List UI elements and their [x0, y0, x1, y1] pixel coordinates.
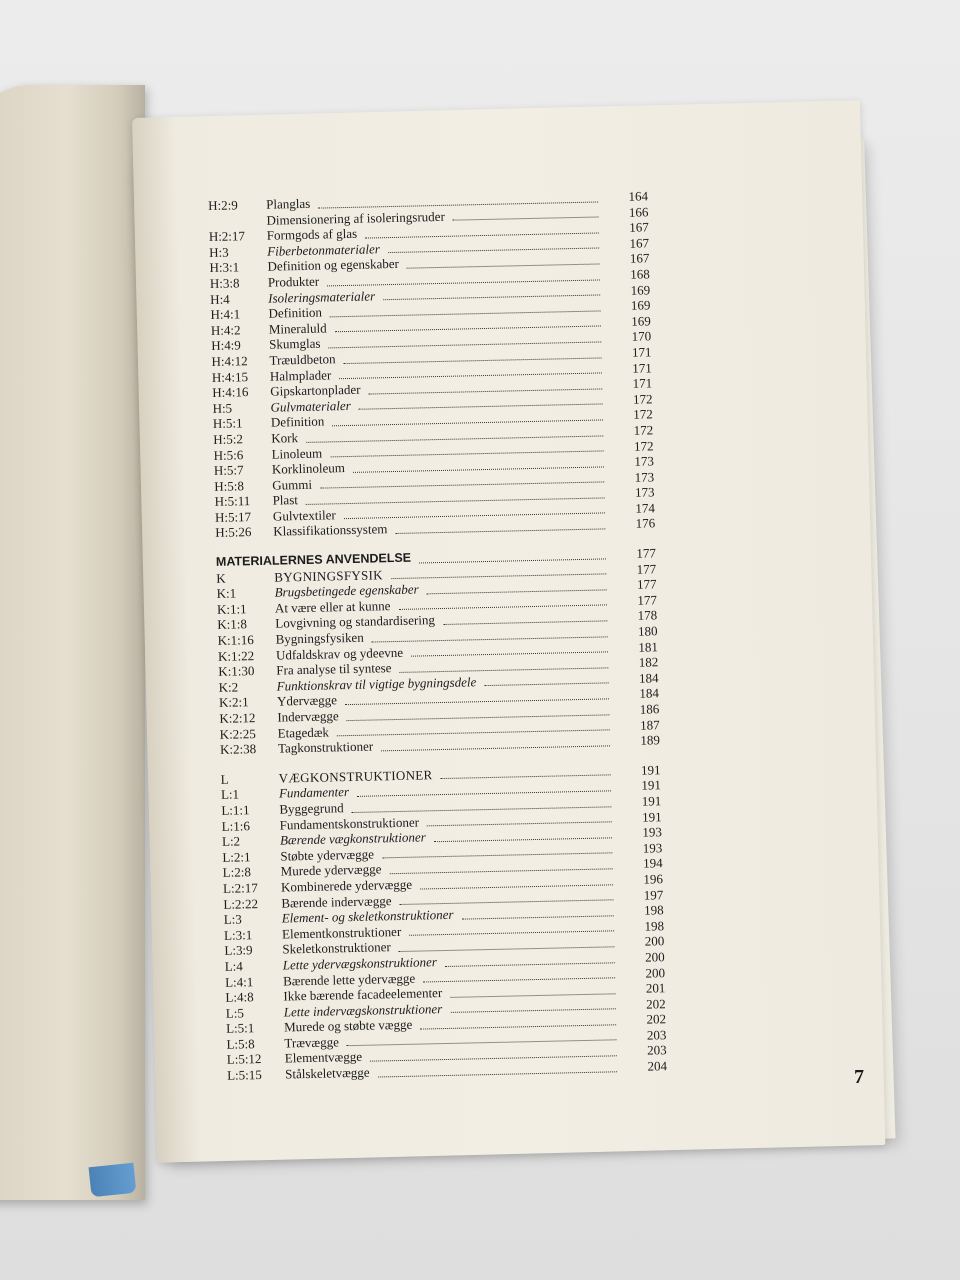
toc-page: 173 — [634, 469, 655, 485]
toc-page: 177 — [636, 576, 657, 592]
toc-code: H:4:9 — [211, 337, 242, 354]
toc-page: 200 — [644, 949, 665, 965]
toc-code: L:2:8 — [222, 864, 252, 881]
toc-label: Ikke bærende facadeelementer — [283, 985, 443, 1004]
toc-code: K:1:16 — [217, 632, 254, 648]
toc-page: 178 — [637, 607, 658, 624]
toc-label: Tagkonstruktioner — [277, 738, 374, 756]
toc-page: 170 — [631, 328, 652, 345]
toc-code: H:4 — [210, 291, 230, 307]
toc-code: L:4 — [224, 958, 243, 974]
toc-code: L:1 — [220, 786, 240, 803]
toc-code: L:5:12 — [226, 1051, 262, 1068]
toc-label: Fra analyse til syntese — [276, 660, 392, 678]
toc-label: Kombinerede ydervægge — [280, 876, 413, 895]
toc-label: Fundamentskonstruktioner — [279, 814, 420, 833]
toc-page: 172 — [633, 437, 654, 454]
toc-code: L:1:1 — [221, 802, 250, 818]
toc-label: Planglas — [265, 195, 311, 212]
toc-page: 166 — [628, 203, 649, 220]
toc-code: L:5:8 — [226, 1036, 255, 1052]
toc-label: Indervægge — [277, 708, 339, 725]
page-number: 7 — [854, 1066, 864, 1088]
toc-code: H:4:16 — [212, 384, 249, 401]
toc-label: Formgods af glas — [266, 225, 358, 243]
toc-label: Lette ydervægskonstruktioner — [282, 954, 438, 973]
toc-code: L:1:6 — [221, 817, 251, 834]
toc-page: 198 — [644, 917, 665, 934]
toc-page: 167 — [629, 219, 649, 236]
toc-code: K:2:25 — [219, 725, 256, 742]
toc-page: 177 — [637, 592, 658, 608]
toc-label: Linoleum — [271, 445, 323, 462]
toc-code: L:4:8 — [225, 989, 254, 1005]
toc-label: Definition — [270, 413, 325, 430]
toc-page: 191 — [641, 808, 662, 825]
toc-label: Bærende lette ydervægge — [282, 970, 416, 989]
toc-label: Klassifikationssystem — [273, 521, 388, 540]
toc-page: 200 — [645, 964, 666, 981]
toc-label: Stålskeletvægge — [284, 1064, 370, 1082]
toc-label: Fiberbetonmaterialer — [267, 241, 380, 259]
toc-label: Definition — [268, 304, 323, 321]
toc-page: 167 — [629, 235, 650, 251]
toc-label: Kork — [271, 430, 299, 446]
toc-page: 196 — [643, 871, 664, 887]
toc-code: H:4:1 — [210, 306, 241, 323]
toc-page: 191 — [641, 793, 662, 809]
toc-label: Gipskartonplader — [270, 381, 361, 399]
toc-leader-dots — [381, 730, 610, 752]
toc-code: H:2:9 — [208, 197, 238, 213]
toc-code: K:1:22 — [217, 647, 255, 664]
toc-page: 172 — [633, 422, 654, 438]
toc-page: 172 — [633, 406, 653, 423]
toc-label: Etagedæk — [277, 724, 330, 741]
toc-code: H:4:15 — [211, 368, 249, 385]
toc-label: Gulvtextiler — [272, 507, 336, 524]
toc-page: 204 — [647, 1058, 668, 1074]
toc-label: Dimensionering af isoleringsruder — [266, 208, 445, 228]
toc-code: K:1:30 — [218, 663, 255, 680]
toc-code: H:3:1 — [209, 259, 240, 276]
toc-page: 169 — [630, 281, 651, 298]
toc-label: BYGNINGSFYSIK — [274, 566, 384, 585]
toc-page: 202 — [646, 995, 666, 1012]
toc-label: Fundamenter — [278, 784, 350, 801]
toc-code: L:3:1 — [223, 926, 253, 943]
toc-page: 202 — [646, 1011, 667, 1027]
toc-page: 191 — [640, 762, 661, 778]
toc-code: K:2:12 — [219, 710, 256, 726]
toc-code: K:2 — [218, 679, 239, 695]
toc-code: K:1 — [216, 585, 237, 602]
toc-code: L:5:15 — [226, 1067, 262, 1083]
toc-code: K:1:1 — [216, 601, 247, 617]
toc-label: Lovgivning og standardisering — [275, 612, 436, 632]
toc-page: 184 — [638, 670, 659, 686]
toc-page: 169 — [630, 297, 651, 313]
toc-page: 171 — [632, 375, 653, 391]
toc-label: Lette indervægskonstruktioner — [283, 1000, 443, 1020]
toc-page: 177 — [636, 545, 657, 561]
toc-page: 172 — [632, 391, 653, 407]
toc-label: Element- og skeletkonstruktioner — [281, 906, 454, 926]
toc-code: L:2:1 — [222, 848, 251, 865]
toc-page: 171 — [632, 359, 652, 376]
toc-code: H:5:8 — [214, 477, 245, 494]
toc-label: Skumglas — [269, 335, 321, 353]
toc-code: K:2:38 — [219, 741, 257, 758]
toc-label: MATERIALERNES ANVENDELSE — [215, 550, 412, 569]
toc-leader-dots — [395, 513, 605, 534]
toc-code — [208, 212, 266, 213]
toc-code: K:2:1 — [218, 694, 249, 711]
toc-label: Produkter — [267, 273, 320, 290]
toc-page: 203 — [647, 1042, 667, 1059]
toc-label: Træuldbeton — [269, 351, 336, 368]
toc-code: H:4:12 — [211, 353, 248, 369]
table-of-contents — [208, 188, 667, 1083]
toc-page: 193 — [642, 824, 663, 840]
toc-code: L — [220, 771, 229, 787]
toc-code: L:2 — [221, 833, 241, 850]
toc-code: L:5:1 — [225, 1020, 255, 1037]
toc-page: 184 — [639, 685, 660, 702]
toc-code: H:5:6 — [213, 446, 244, 463]
toc-label: At være eller at kunne — [274, 597, 391, 616]
toc-code: H:5:1 — [212, 415, 243, 432]
toc-page: 173 — [634, 453, 655, 469]
toc-label: Mineraluld — [268, 320, 327, 337]
toc-label: Korklinoleum — [271, 460, 346, 477]
toc-code: L:2:17 — [222, 880, 258, 896]
toc-code: H:5:11 — [214, 493, 251, 510]
toc-page: 182 — [638, 654, 659, 670]
toc-code: H:5:7 — [213, 462, 244, 479]
toc-label: VÆGKONSTRUKTIONER — [278, 767, 433, 786]
toc-page: 176 — [635, 515, 656, 532]
toc-code: L:5 — [225, 1005, 245, 1021]
toc-page: 191 — [641, 777, 662, 794]
toc-page: 167 — [629, 250, 650, 267]
toc-label: Elementkonstruktioner — [281, 923, 402, 942]
toc-page: 171 — [631, 344, 652, 360]
toc-page: 168 — [630, 266, 650, 282]
toc-page: 186 — [639, 701, 660, 717]
toc-code: H:4:2 — [210, 322, 241, 338]
toc-code: H:5 — [212, 400, 233, 416]
toc-label: Halmplader — [269, 366, 332, 384]
toc-label: Isoleringsmaterialer — [268, 287, 376, 306]
toc-page: 180 — [637, 623, 658, 639]
toc-label: Gulvmaterialer — [270, 397, 351, 415]
toc-code: K:1:8 — [217, 616, 248, 633]
toc-label: Bærende vægkonstruktioner — [279, 829, 426, 848]
toc-label: Funktionskrav til vigtige bygningsdele — [276, 674, 477, 694]
toc-label: Elementvægge — [284, 1049, 363, 1066]
toc-page: 201 — [645, 980, 666, 996]
toc-page: 177 — [636, 560, 657, 577]
toc-page: 189 — [640, 732, 661, 748]
toc-page: 169 — [631, 313, 651, 329]
toc-code: L:4:1 — [224, 973, 254, 990]
toc-code: H:2:17 — [208, 228, 246, 245]
toc-page: 187 — [639, 716, 660, 733]
toc-label: Bygningsfysiken — [275, 629, 364, 647]
toc-label: Skeletkonstruktioner — [282, 939, 391, 957]
toc-label: Bærende indervægge — [281, 892, 392, 911]
toc-page: 174 — [635, 500, 656, 516]
toc-code: H:3:8 — [209, 275, 240, 291]
toc-label: Murede og støbte vægge — [283, 1017, 413, 1035]
toc-page: 197 — [643, 886, 664, 903]
toc-label: Gummi — [272, 476, 313, 493]
toc-code: H:5:17 — [214, 509, 252, 525]
left-page — [0, 85, 145, 1200]
toc-code: L:2:22 — [223, 895, 259, 912]
toc-label: Murede ydervægge — [280, 861, 382, 879]
toc-label: Definition og egenskaber — [267, 256, 400, 275]
toc-page: 164 — [628, 188, 649, 204]
toc-code: K — [216, 570, 226, 586]
toc-label: Ydervægge — [276, 692, 338, 710]
toc-page: 203 — [646, 1027, 667, 1043]
toc-code: L:3 — [223, 911, 242, 927]
toc-code: H:3 — [209, 244, 229, 260]
toc-label: Byggegrund — [279, 800, 344, 817]
toc-label: Støbte ydervægge — [280, 846, 375, 864]
toc-label: Plast — [272, 492, 299, 508]
toc-code: L:3:9 — [224, 942, 253, 959]
toc-page: 194 — [642, 855, 663, 872]
toc-page: 193 — [642, 839, 663, 856]
toc-label: Udfaldskrav og ydeevne — [275, 644, 404, 663]
toc-page: 200 — [644, 933, 665, 949]
toc-label: Brugsbetingede egenskaber — [274, 581, 419, 600]
toc-code: H:5:2 — [213, 431, 244, 447]
toc-page: 181 — [638, 638, 659, 655]
toc-page: 173 — [634, 484, 655, 501]
book-cover-edge — [89, 1163, 137, 1198]
toc-code: H:5:26 — [215, 524, 252, 541]
toc-label: Trævægge — [284, 1034, 340, 1051]
toc-page: 198 — [643, 902, 664, 918]
